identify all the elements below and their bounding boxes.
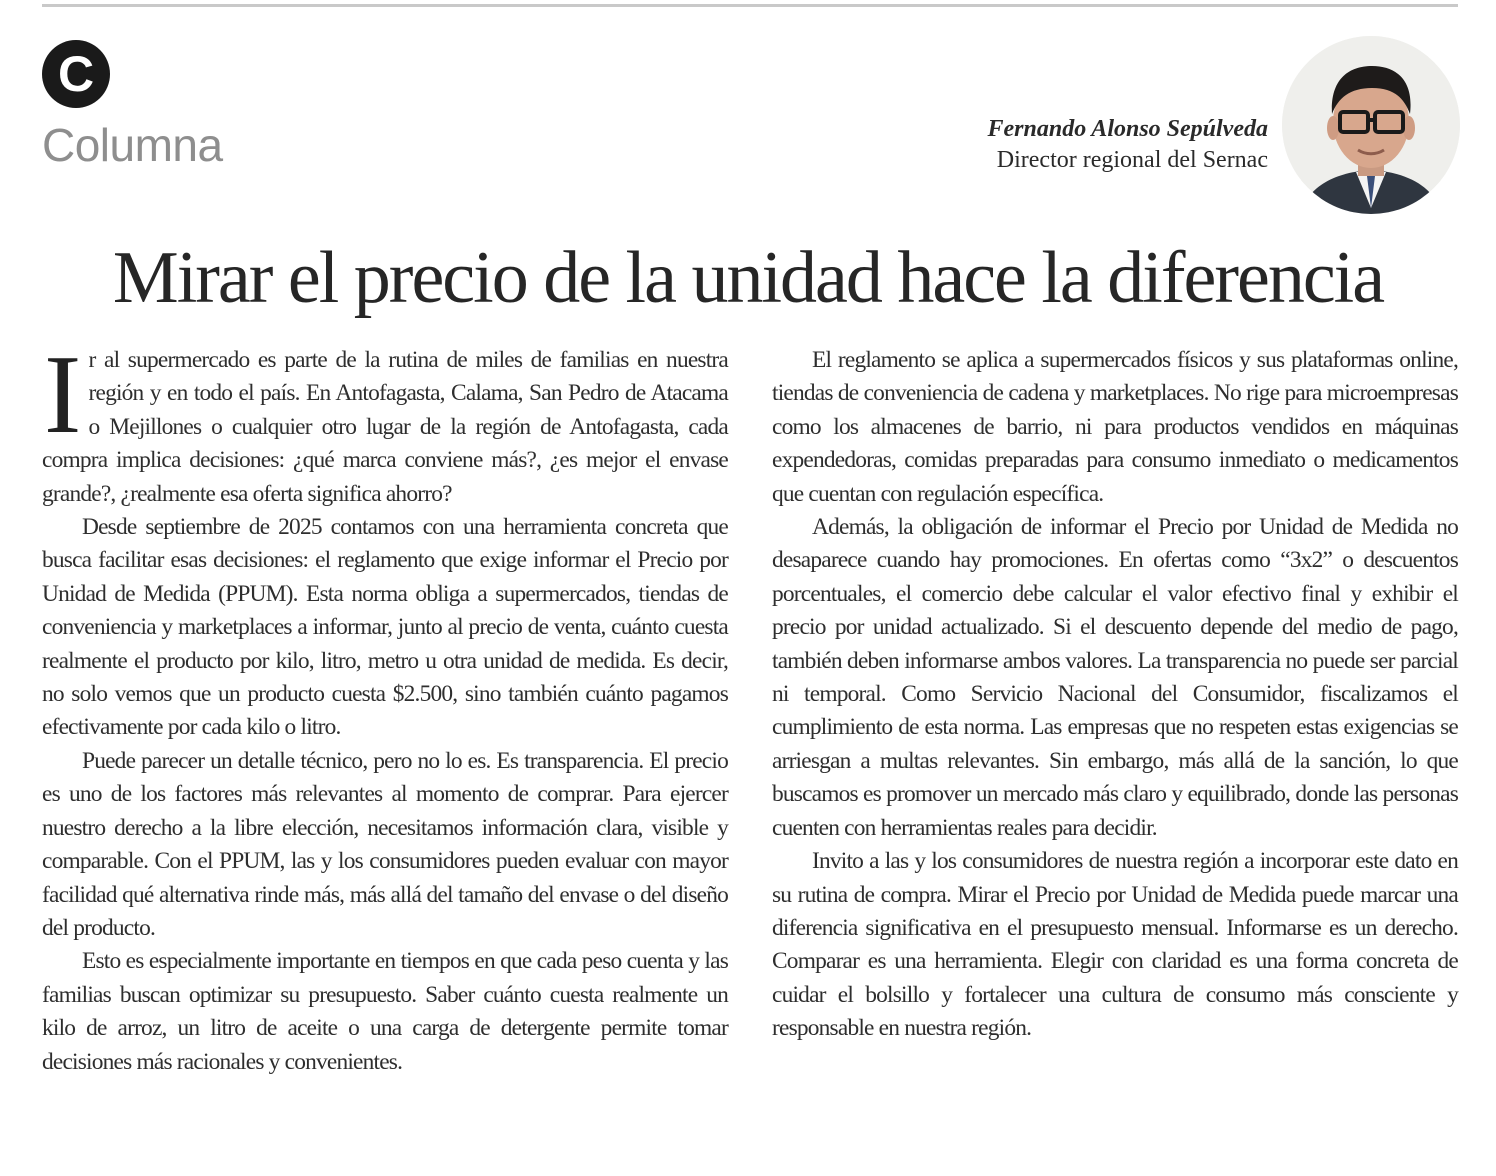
author-photo (1282, 36, 1460, 214)
article-column-right (772, 344, 1458, 1046)
article-paragraph-2: Desde septiembre de 2025 contamos con una herramienta concreta que busca facilitar esas decisiones: el reglamento que exige informar el Precio por Unidad de Medida (PPUM). Esta norma obliga a supermercados, tiendas de conveniencia y marketplaces a informar, junto al precio de venta, cuánto cuesta realmente el producto por kilo, litro, metro u otra unidad de medida. Es decir, no solo vemos que un producto cuesta $2.500, sino también cuánto pagamos efectivamente por cada kilo o litro. (42, 514, 728, 741)
paragraph-text: r al supermercado es parte de la rutina de miles de familias en nuestra región y en todo el país. En Antofagasta, Calama, San Pedro de Atacama o Mejillones o cualquier otro lugar de la región de Antofagasta, cada compra implica decisiones: ¿qué marca conviene más?, ¿es mejor el envase grande?, ¿realmente esa oferta significa ahorro? (42, 347, 728, 507)
drop-cap: I (44, 333, 81, 457)
top-rule (42, 4, 1458, 7)
author-role: Director regional del Sernac (996, 147, 1268, 173)
section-badge: C (42, 40, 110, 108)
article-paragraph-3: Puede parecer un detalle técnico, pero no lo es. Es transparencia. El precio es uno de los factores más relevantes al momento de comprar. Para ejercer nuestro derecho a la libre elección, necesitamos información clara, visible y comparable. Con el PPUM, las y los consumidores pueden evaluar con mayor facilidad qué alternativa rinde más, más allá del tamaño del envase o del diseño del producto. (42, 747, 728, 941)
article-paragraph-1 (42, 333, 728, 511)
section-name: Columna (42, 119, 223, 171)
author-name: Fernando Alonso Sepúlveda (987, 116, 1268, 142)
article-paragraph-6: Además, la obligación de informar el Precio por Unidad de Medida no desaparece cuando hay promociones. En ofertas como “3x2” o descuentos porcentuales, el comercio debe calcular el valor efectivo final y exhibir el precio por unidad actualizado. Si el descuento depende del medio de pago, también deben informarse ambos valores. La transparencia no puede ser parcial ni temporal. Como Servicio Nacional del Consumidor, fiscalizamos el cumplimiento de esta norma. Las empresas que no respeten estas exigencias se arriesgan a multas relevantes. Sin embargo, más allá de la sanción, lo que buscamos es promover un mercado más claro y equilibrado, donde las personas cuenten con herramientas reales para decidir. (772, 514, 1458, 841)
article-paragraph-7: Invito a las y los consumidores de nuestra región a incorporar este dato en su rutina de compra. Mirar el Precio por Unidad de Medida puede marcar una diferencia significativa en el presupuesto mensual. Informarse es un derecho. Comparar es una herramienta. Elegir con claridad es una forma concreta de cuidar el bolsillo y fortalecer una cultura de consumo más consciente y responsable en nuestra región. (772, 848, 1458, 1042)
article-paragraph-5: El reglamento se aplica a supermercados físicos y sus plataformas online, tiendas de conveniencia de cadena y marketplaces. No rige para microempresas como los almacenes de barrio, ni para productos vendidos en máquinas expendedoras, comidas preparadas para consumo inmediato o medicamentos que cuentan con regulación específica. (772, 347, 1458, 507)
author-portrait (1282, 36, 1460, 214)
headline: Mirar el precio de la unidad hace la diferencia (112, 237, 1384, 319)
article-paragraph-4: Esto es especialmente importante en tiempos en que cada peso cuenta y las familias buscan optimizar su presupuesto. Saber cuánto cuesta realmente un kilo de arroz, un litro de aceite o una carga de detergente permite tomar decisiones más racionales y convenientes. (42, 948, 728, 1075)
article-column-left (42, 333, 728, 1079)
byline (988, 114, 1269, 176)
